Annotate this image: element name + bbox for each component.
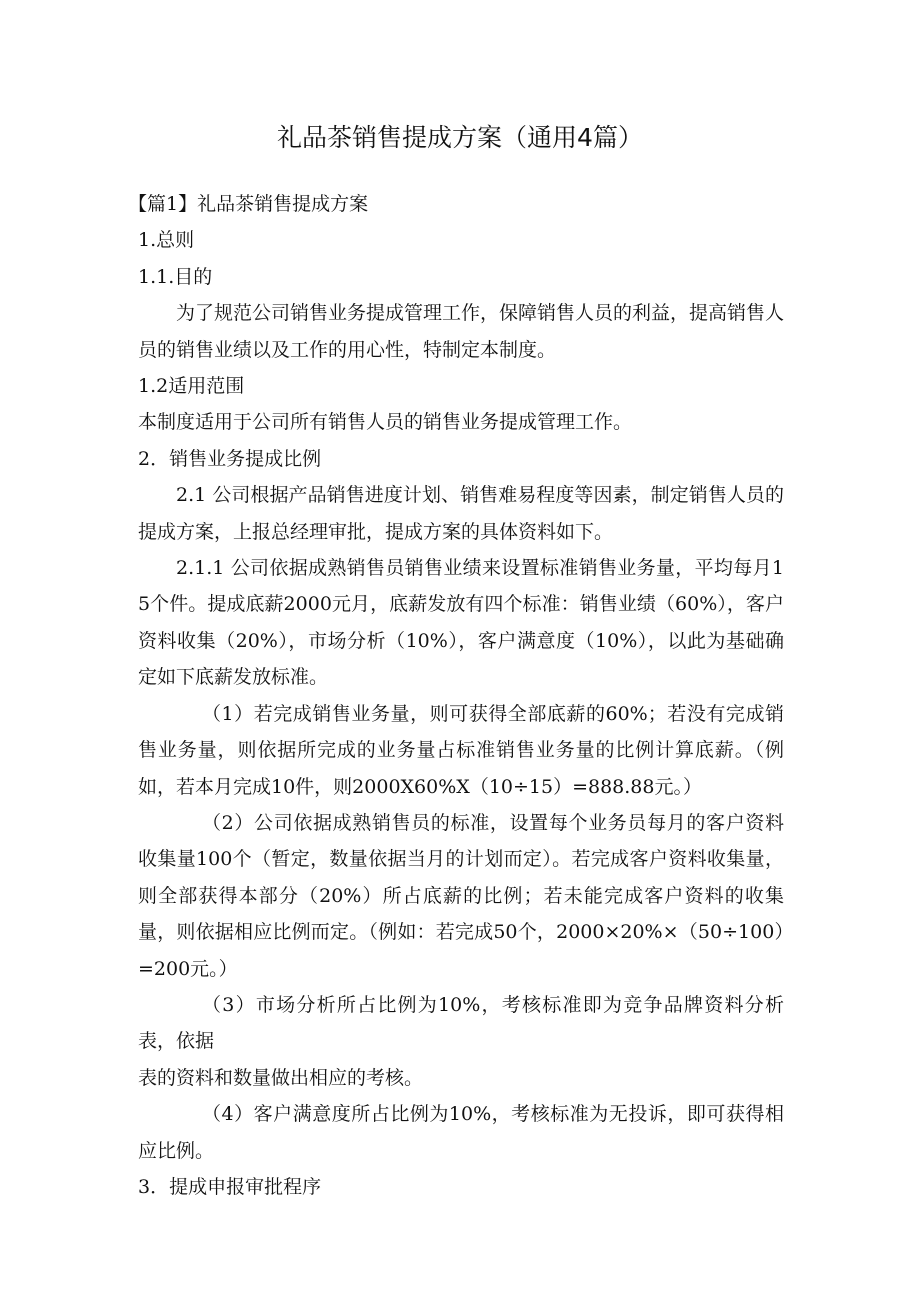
document-body (128, 186, 785, 1205)
heading-purpose: 1.1.目的 (138, 265, 213, 288)
heading-general: 1.总则 (138, 229, 195, 252)
list-item-3: （3）市场分析所占比例为10%，考核标准即为竞争品牌资料分析表，依据 (138, 993, 784, 1053)
heading-approval-procedure: 3．提成申报审批程序 (138, 1175, 322, 1198)
paragraph-purpose: 为了规范公司销售业务提成管理工作，保障销售人员的利益，提高销售人员的销售业绩以及工作的用心性，特制定本制度。 (138, 302, 785, 361)
list-item-1: （1）若完成销售业务量，则可获得全部底薪的60%；若没有完成销售业务量，则依据所完成的业务量占标准销售业务量的比例计算底薪。（例如，若本月完成10件，则2000X60%X（10÷15）=888.88元。） (138, 702, 784, 798)
heading-scope: 1.2适用范围 (138, 375, 245, 398)
heading-commission-ratio: 2．销售业务提成比例 (138, 447, 322, 470)
list-item-4: （4）客户满意度所占比例为10%，考核标准为无投诉，即可获得相应比例。 (138, 1103, 784, 1162)
paragraph-2-1: 2.1 公司根据产品销售进度计划、销售难易程度等因素，制定销售人员的提成方案，上报总经理审批，提成方案的具体资料如下。 (138, 484, 784, 543)
document-title: 礼品茶销售提成方案（通用4篇） (277, 123, 643, 152)
paragraph-2-1-1: 2.1.1 公司依据成熟销售员销售业绩来设置标准销售业务量，平均每月15个件。提成底薪2000元月，底薪发放有四个标准：销售业绩（60%），客户资料收集（20%），市场分析（10%），客户满意度（10%），以此为基础确定如下底薪发放标准。 (138, 557, 784, 689)
list-item-2: （2）公司依据成熟销售员的标准，设置每个业务员每月的客户资料收集量100个（暂定，数量依据当月的计划而定）。若完成客户资料收集量，则全部获得本部分（20%）所占底薪的比例；若未能完成客户资料的收集量，则依据相应比例而定。（例如：若完成50个，2000×20%×（50÷100）=200元。） (138, 811, 784, 980)
section-heading: 【篇1】礼品茶销售提成方案 (128, 193, 369, 215)
paragraph-scope: 本制度适用于公司所有销售人员的销售业务提成管理工作。 (138, 411, 633, 434)
list-item-3-continued: 表的资料和数量做出相应的考核。 (138, 1066, 424, 1089)
